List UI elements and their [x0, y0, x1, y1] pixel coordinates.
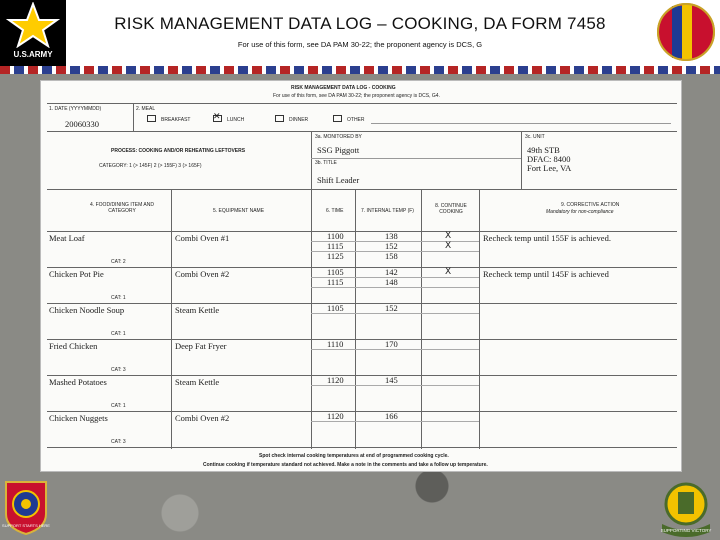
col-header-continue: 8. CONTINUE COOKING	[435, 203, 467, 215]
row-5-cat: CAT: 1	[111, 403, 126, 409]
row-5-time-1: 1120	[327, 375, 344, 385]
title-label: 3b. TITLE	[315, 160, 337, 166]
row-3-item: Chicken Noodle Soup	[49, 305, 125, 315]
row-1-continue-1: X	[445, 231, 452, 241]
row-1-item: Meat Loaf	[49, 233, 85, 243]
col-header-action-note: Mandatory for non-compliance	[546, 209, 614, 215]
row-3-cat: CAT: 1	[111, 331, 126, 337]
us-army-logo	[0, 0, 66, 66]
slide-subtitle: For use of this form, see DA PAM 30-22; the proponent agency is DCS, G	[237, 40, 483, 49]
monitored-label: 3a. MONITORED BY	[315, 134, 362, 140]
row-2-cat: CAT: 1	[111, 295, 126, 301]
support-starts-here-insignia-icon	[2, 478, 50, 536]
row-4-cat: CAT: 3	[111, 367, 126, 373]
date-value: 20060330	[65, 119, 99, 129]
meal-lunch-label: LUNCH	[227, 117, 245, 123]
col-header-temp: 7. INTERNAL TEMP (F)	[361, 208, 414, 214]
row-6-time-1: 1120	[327, 411, 344, 421]
row-3-time-1: 1105	[327, 303, 344, 313]
header-flag-stripe	[0, 66, 720, 74]
row-2-time-2: 1115	[327, 277, 344, 287]
army-star-icon	[6, 2, 60, 48]
col-header-time: 6. TIME	[326, 208, 344, 214]
row-1-equipment: Combi Oven #1	[175, 233, 230, 243]
meal-label: 2. MEAL	[136, 106, 156, 112]
row-1-temp-3: 158	[385, 251, 398, 261]
row-1-temp-1: 138	[385, 231, 398, 241]
meal-dinner-label: DINNER	[289, 117, 309, 123]
meal-breakfast-checkbox[interactable]	[147, 115, 156, 122]
da-form-7458-scan	[40, 80, 682, 472]
meal-other-checkbox[interactable]	[333, 115, 342, 122]
row-5-item: Mashed Potatoes	[49, 377, 107, 387]
row-3-equipment: Steam Kettle	[175, 305, 220, 315]
row-1-cat: CAT: 2	[111, 259, 126, 265]
unit-line-2: DFAC: 8400	[527, 154, 571, 164]
unit-label: 3c. UNIT	[525, 134, 545, 140]
footer-line-1: Spot check internal cooking temperatures at end of programmed cooking cycle.	[259, 453, 449, 459]
unit-line-3: Fort Lee, VA	[527, 163, 572, 173]
row-2-equipment: Combi Oven #2	[175, 269, 230, 279]
row-2-temp-1: 142	[385, 267, 398, 277]
date-label: 1. DATE (YYYYMMDD)	[49, 106, 102, 112]
row-6-temp-1: 166	[385, 411, 398, 421]
form-subtitle: For use of this form, see DA PAM 30-22; the proponent agency is DCS, G4.	[273, 93, 440, 99]
form-title: RISK MANAGEMENT DATA LOG - COOKING	[291, 85, 396, 91]
row-6-equipment: Combi Oven #2	[175, 413, 230, 423]
row-1-time-3: 1125	[327, 251, 344, 261]
meal-lunch-check-icon: ✕	[213, 112, 221, 122]
slide-header	[0, 0, 720, 66]
title-value: Shift Leader	[317, 175, 360, 185]
row-6-item: Chicken Nuggets	[49, 413, 108, 423]
col-header-item: 4. FOOD/DINING ITEM AND CATEGORY	[90, 202, 154, 214]
meal-other-label: OTHER	[347, 117, 365, 123]
row-6-cat: CAT: 3	[111, 439, 126, 445]
row-2-time-1: 1105	[327, 267, 344, 277]
category-text: CATEGORY: 1 (> 145F) 2 (> 155F) 3 (> 165F)	[99, 163, 202, 169]
row-4-item: Fried Chicken	[49, 341, 98, 351]
row-2-item: Chicken Pot Pie	[49, 269, 104, 279]
row-1-time-1: 1100	[327, 231, 344, 241]
supporting-victory-insignia-icon	[656, 480, 716, 538]
col-header-action: 9. CORRECTIVE ACTION	[561, 202, 620, 208]
left-badge-text: SUPPORT STARTS HERE	[2, 523, 50, 528]
process-text: PROCESS: COOKING AND/OR REHEATING LEFTOVERS	[111, 148, 246, 154]
unit-line-1: 49th STB	[527, 145, 560, 155]
monitored-value: SSG Piggott	[317, 145, 360, 155]
row-1-time-2: 1115	[327, 241, 344, 251]
row-1-action: Recheck temp until 155F is achieved.	[483, 233, 611, 243]
meal-dinner-checkbox[interactable]	[275, 115, 284, 122]
footer-line-2: Continue cooking if temperature standard not achieved. Make a note in the comments and take a follow up temperature.	[203, 462, 488, 468]
slide-title: RISK MANAGEMENT DATA LOG – COOKING, DA FORM 7458	[114, 14, 606, 33]
row-4-time-1: 1110	[327, 339, 344, 349]
row-2-continue-1: X	[445, 267, 452, 277]
col-header-equipment: 5. EQUIPMENT NAME	[213, 208, 265, 214]
army-logo-text: U.S.ARMY	[13, 50, 53, 59]
row-3-temp-1: 152	[385, 303, 398, 313]
row-2-action: Recheck temp until 145F is achieved	[483, 269, 609, 279]
row-4-temp-1: 170	[385, 339, 398, 349]
row-1-temp-2: 152	[385, 241, 398, 251]
row-5-temp-1: 145	[385, 375, 398, 385]
row-1-continue-2: X	[445, 241, 452, 251]
meal-breakfast-label: BREAKFAST	[161, 117, 191, 123]
row-5-equipment: Steam Kettle	[175, 377, 220, 387]
tradoc-shield-icon	[656, 2, 716, 62]
row-4-equipment: Deep Fat Fryer	[175, 341, 227, 351]
right-badge-text: SUPPORTING VICTORY	[660, 528, 712, 533]
row-2-temp-2: 148	[385, 277, 398, 287]
